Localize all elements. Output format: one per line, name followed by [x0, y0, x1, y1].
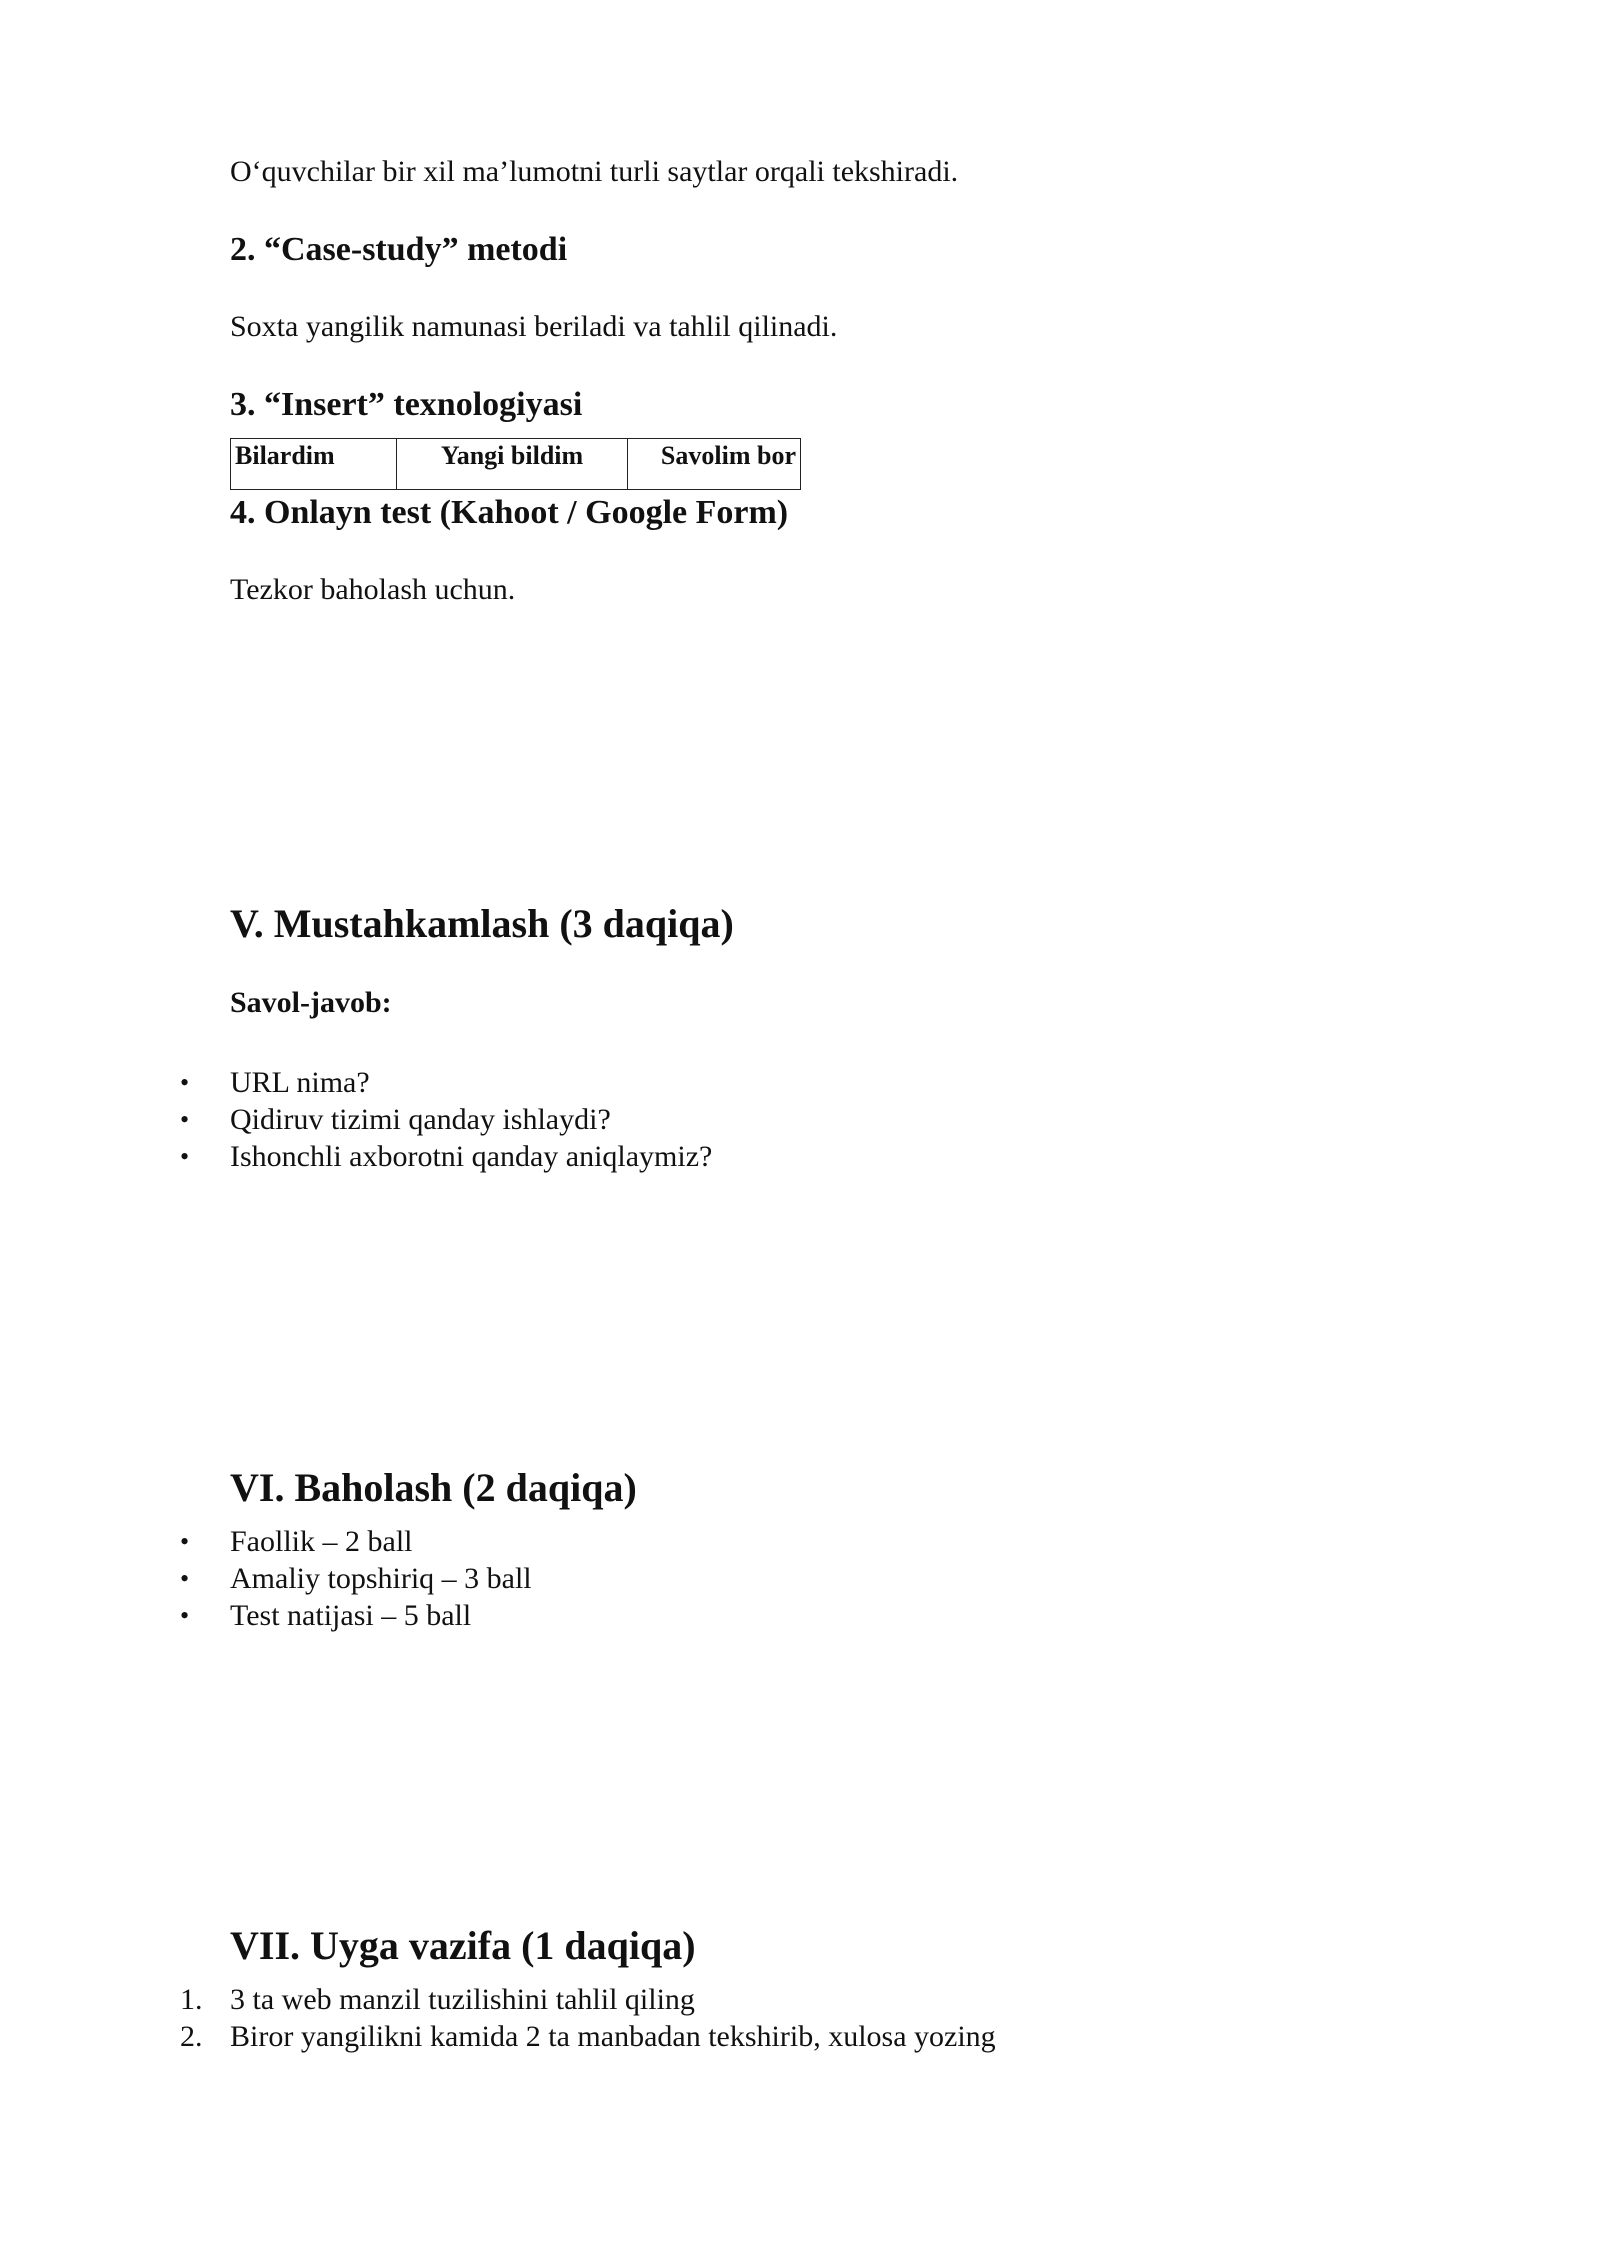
bullet-icon: •	[180, 1564, 190, 1593]
list-number: 1.	[180, 1983, 203, 2016]
bullet-icon: •	[180, 1142, 190, 1171]
bullet-icon: •	[180, 1601, 190, 1630]
section6-heading: VI. Baholash (2 daqiqa)	[230, 1465, 637, 1510]
method4-heading: 4. Onlayn test (Kahoot / Google Form)	[230, 494, 789, 531]
section5-subtitle: Savol-javob:	[230, 986, 392, 1019]
list-item: Amaliy topshiriq – 3 ball	[230, 1562, 532, 1595]
list-item: Biror yangilikni kamida 2 ta manbadan tekshirib, xulosa yozing	[230, 2020, 996, 2053]
list-item: Qidiruv tizimi qanday ishlaydi?	[230, 1103, 611, 1136]
list-item: Faollik – 2 ball	[230, 1525, 413, 1558]
method3-heading: 3. “Insert” texnologiyasi	[230, 386, 583, 423]
bullet-icon: •	[180, 1527, 190, 1556]
insert-table-header-row	[231, 439, 801, 490]
method4-paragraph: Tezkor baholash uchun.	[230, 573, 516, 606]
section7-heading: VII. Uyga vazifa (1 daqiqa)	[230, 1923, 696, 1968]
bullet-icon: •	[180, 1068, 190, 1097]
list-item: 3 ta web manzil tuzilishini tahlil qiling	[230, 1983, 695, 2016]
list-item: Test natijasi – 5 ball	[230, 1599, 472, 1632]
insert-table	[230, 438, 801, 490]
list-number: 2.	[180, 2020, 203, 2053]
list-item: URL nima?	[230, 1066, 370, 1099]
insert-table-header-cell: Savolim bor	[628, 439, 801, 490]
insert-table-header-cell: Yangi bildim	[397, 439, 628, 490]
method2-heading: 2. “Case-study” metodi	[230, 231, 568, 268]
insert-table-header-cell: Bilardim	[231, 439, 397, 490]
intro-paragraph: O‘quvchilar bir xil ma’lumotni turli saytlar orqali tekshiradi.	[230, 155, 959, 188]
bullet-icon: •	[180, 1105, 190, 1134]
method2-paragraph: Soxta yangilik namunasi beriladi va tahlil qilinadi.	[230, 310, 838, 343]
section5-heading: V. Mustahkamlash (3 daqiqa)	[230, 901, 734, 946]
list-item: Ishonchli axborotni qanday aniqlaymiz?	[230, 1140, 713, 1173]
